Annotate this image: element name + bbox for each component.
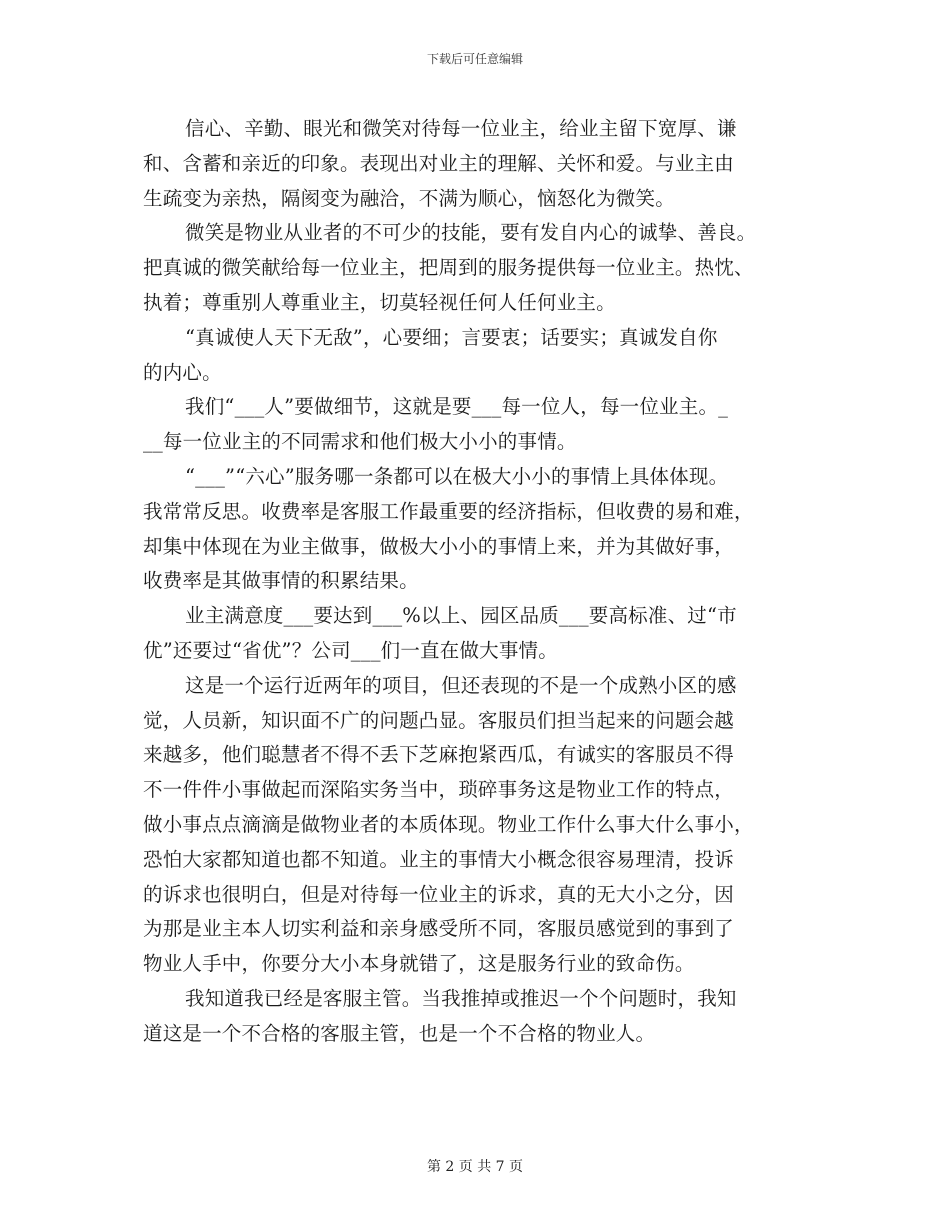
text-line: 我常常反思。收费率是客服工作最重要的经济指标，但收费的易和难， — [143, 499, 754, 523]
text-line: 优”还要过“省优”？公司___们一直在做大事情。 — [143, 638, 558, 662]
document-body — [143, 112, 803, 1052]
text-line: 业主满意度___要达到___%以上、园区品质___要高标准、过“市 — [185, 604, 737, 628]
text-line: 物业人手中，你要分大小本身就错了，这是服务行业的致命伤。 — [143, 952, 695, 976]
text-line: 做小事点点滴滴是做物业者的本质体现。物业工作什么事大什么事小， — [143, 812, 754, 836]
text-line: 执着；尊重别人尊重业主，切莫轻视任何人任何业主。 — [143, 290, 616, 314]
text-line: 把真诚的微笑献给每一位业主，把周到的服务提供每一位业主。热忱、 — [143, 256, 754, 280]
text-line: 恐怕大家都知道也都不知道。业主的事情大小概念很容易理清，投诉 — [143, 847, 735, 871]
text-line: 生疏变为亲热，隔阂变为融洽，不满为顺心，恼怒化为微笑。 — [143, 186, 675, 210]
text-line: 为那是业主本人切实利益和亲身感受所不同，客服员感觉到的事到了 — [143, 917, 735, 941]
text-line: “___”“六心”服务哪一条都可以在极大小小的事情上具体体现。 — [185, 464, 729, 488]
text-line: 却集中体现在为业主做事，做极大小小的事情上来，并为其做好事， — [143, 534, 735, 558]
text-line: “真诚使人天下无敌”，心要细；言要衷；话要实；真诚发自你 — [185, 325, 718, 349]
text-line: 不一件件小事做起而深陷实务当中，琐碎事务这是物业工作的特点， — [143, 778, 735, 802]
text-line: 我们“___人”要做细节，这就是要___每一位人，每一位业主。_ — [185, 395, 729, 419]
text-line: __每一位业主的不同需求和他们极大小小的事情。 — [143, 430, 577, 454]
page-header-note: 下载后可任意编辑 — [426, 52, 523, 66]
text-line: 的内心。 — [143, 360, 222, 384]
text-line: 觉，人员新，知识面不广的问题凸显。客服员们担当起来的问题会越 — [143, 708, 735, 732]
text-line: 的诉求也很明白，但是对待每一位业主的诉求，真的无大小之分，因 — [143, 882, 735, 906]
text-line: 我知道我已经是客服主管。当我推掉或推迟一个个问题时，我知 — [185, 986, 737, 1010]
text-line: 道这是一个不合格的客服主管，也是一个不合格的物业人。 — [143, 1021, 656, 1045]
text-line: 信心、辛勤、眼光和微笑对待每一位业主，给业主留下宽厚、谦 — [185, 117, 737, 140]
text-line: 这是一个运行近两年的项目，但还表现的不是一个成熟小区的感 — [185, 673, 737, 697]
text-line: 来越多，他们聪慧者不得不丢下芝麻抱紧西瓜，有诚实的客服员不得 — [143, 743, 735, 767]
text-line: 和、含蓄和亲近的印象。表现出对业主的理解、关怀和爱。与业主由 — [143, 151, 735, 175]
text-line: 微笑是物业从业者的不可少的技能，要有发自内心的诚挚、善良。 — [185, 221, 757, 245]
page-number: 第 2 页 共 7 页 — [426, 1159, 524, 1175]
text-line: 收费率是其做事情的积累结果。 — [143, 569, 419, 593]
